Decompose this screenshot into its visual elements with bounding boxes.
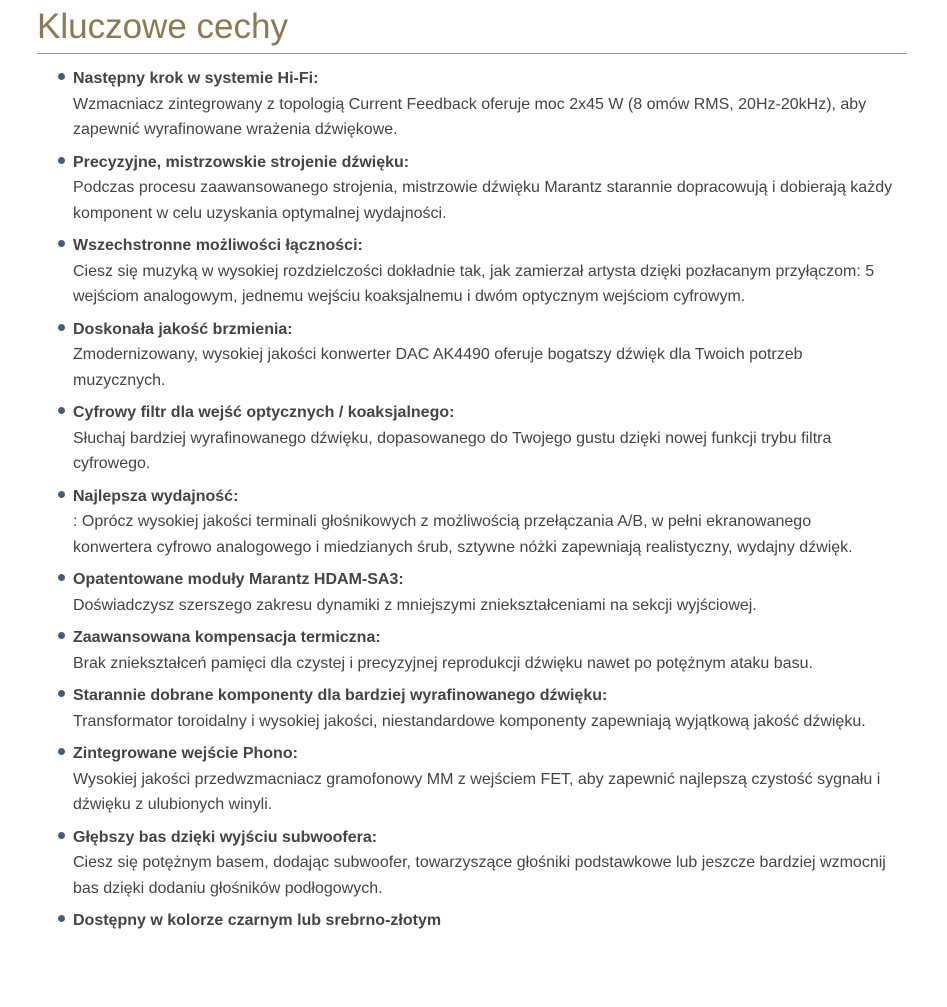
feature-heading: Doskonała jakość brzmienia: — [73, 320, 293, 338]
bullet-icon — [58, 240, 65, 247]
feature-heading: Następny krok w systemie Hi-Fi: — [73, 70, 319, 87]
feature-heading: Starannie dobrane komponenty dla bardziej wyrafinowanego dźwięku: — [73, 687, 608, 704]
feature-description: : Oprócz wysokiej jakości terminali głośnikowych z możliwością przełączania A/B, w pełni ekranowanego konwertera cyfrowo analogowego i miedzianych śrub, sztywne nóżki zapewniają realistyczny, wydajny dźwięk. — [73, 513, 853, 556]
feature-item — [56, 317, 893, 394]
bullet-icon — [58, 915, 65, 922]
feature-item — [56, 908, 893, 934]
feature-item — [56, 484, 893, 561]
feature-description: Doświadczysz szerszego zakresu dynamiki z mniejszymi zniekształceniami na sekcji wyjściowej. — [73, 596, 757, 614]
bullet-icon — [58, 574, 65, 581]
feature-item — [56, 66, 893, 143]
feature-heading: Zintegrowane wejście Phono: — [73, 745, 298, 762]
feature-item — [56, 625, 893, 676]
feature-description: Transformator toroidalny i wysokiej jakości, niestandardowe komponenty zapewniają wyjątkową jakość dźwięku. — [73, 712, 866, 730]
feature-description: Ciesz się potężnym basem, dodając subwoofer, towarzyszące głośniki podstawkowe lub jeszcze bardziej wzmocnij bas dzięki dodaniu głośników podłogowych. — [73, 854, 886, 897]
feature-heading: Głębszy bas dzięki wyjściu subwoofera: — [73, 828, 378, 846]
bullet-icon — [58, 690, 65, 697]
feature-description: Brak zniekształceń pamięci dla czystej i precyzyjnej reprodukcji dźwięku nawet po potężnym ataku basu. — [73, 654, 813, 672]
bullet-icon — [58, 157, 65, 164]
feature-item — [56, 150, 893, 227]
feature-description: Wysokiej jakości przedwzmacniacz gramofonowy MM z wejściem FET, aby zapewnić najlepszą czystość sygnału i dźwięku z ulubionych winyli. — [73, 770, 881, 813]
bullet-icon — [58, 632, 65, 639]
bullet-icon — [58, 407, 65, 414]
feature-item — [56, 233, 893, 310]
feature-item — [56, 825, 893, 902]
bullet-icon — [58, 73, 65, 80]
bullet-icon — [58, 491, 65, 498]
feature-description: Podczas procesu zaawansowanego strojenia, mistrzowie dźwięku Marantz starannie dopracowują i dobierają każdy komponent w celu uzyskania optymalnej wydajności. — [73, 179, 893, 222]
feature-item — [56, 400, 893, 477]
feature-item — [56, 567, 893, 618]
feature-description: Zmodernizowany, wysokiej jakości konwerter DAC AK4490 oferuje bogatszy dźwięk dla Twoich potrzeb muzycznych. — [73, 346, 803, 389]
bullet-icon — [58, 748, 65, 755]
feature-item — [56, 741, 893, 818]
feature-heading: Zaawansowana kompensacja termiczna: — [73, 629, 381, 646]
bullet-icon — [58, 832, 65, 839]
feature-heading: Najlepsza wydajność: — [73, 487, 239, 505]
feature-heading: Opatentowane moduły Marantz HDAM-SA3: — [73, 571, 404, 588]
feature-description: Wzmacniacz zintegrowany z topologią Current Feedback oferuje moc 2x45 W (8 omów RMS, 20Hz-20kHz), aby zapewnić wyrafinowane wrażenia dźwiękowe. — [73, 95, 867, 138]
feature-description: Ciesz się muzyką w wysokiej rozdzielczości dokładnie tak, jak zamierzał artysta dzięki pozłacanym przyłączom: 5 wejściom analogowym, jednemu wejściu koaksjalnemu i dwóm optycznym wejściom cyfrowym. — [73, 262, 875, 305]
feature-heading: Wszechstronne możliwości łączności: — [73, 237, 363, 254]
feature-description: Słuchaj bardziej wyrafinowanego dźwięku, dopasowanego do Twojego gustu dzięki nowej funkcji trybu filtra cyfrowego. — [73, 429, 832, 472]
feature-list — [0, 54, 947, 934]
section-title: Kluczowe cechy — [37, 7, 288, 46]
feature-heading: Precyzyjne, mistrzowskie strojenie dźwięku: — [73, 153, 410, 171]
bullet-icon — [58, 324, 65, 331]
feature-item — [56, 683, 893, 734]
feature-heading: Cyfrowy filtr dla wejść optycznych / koaksjalnego: — [73, 404, 455, 421]
feature-heading: Dostępny w kolorze czarnym lub srebrno-złotym — [73, 912, 442, 929]
